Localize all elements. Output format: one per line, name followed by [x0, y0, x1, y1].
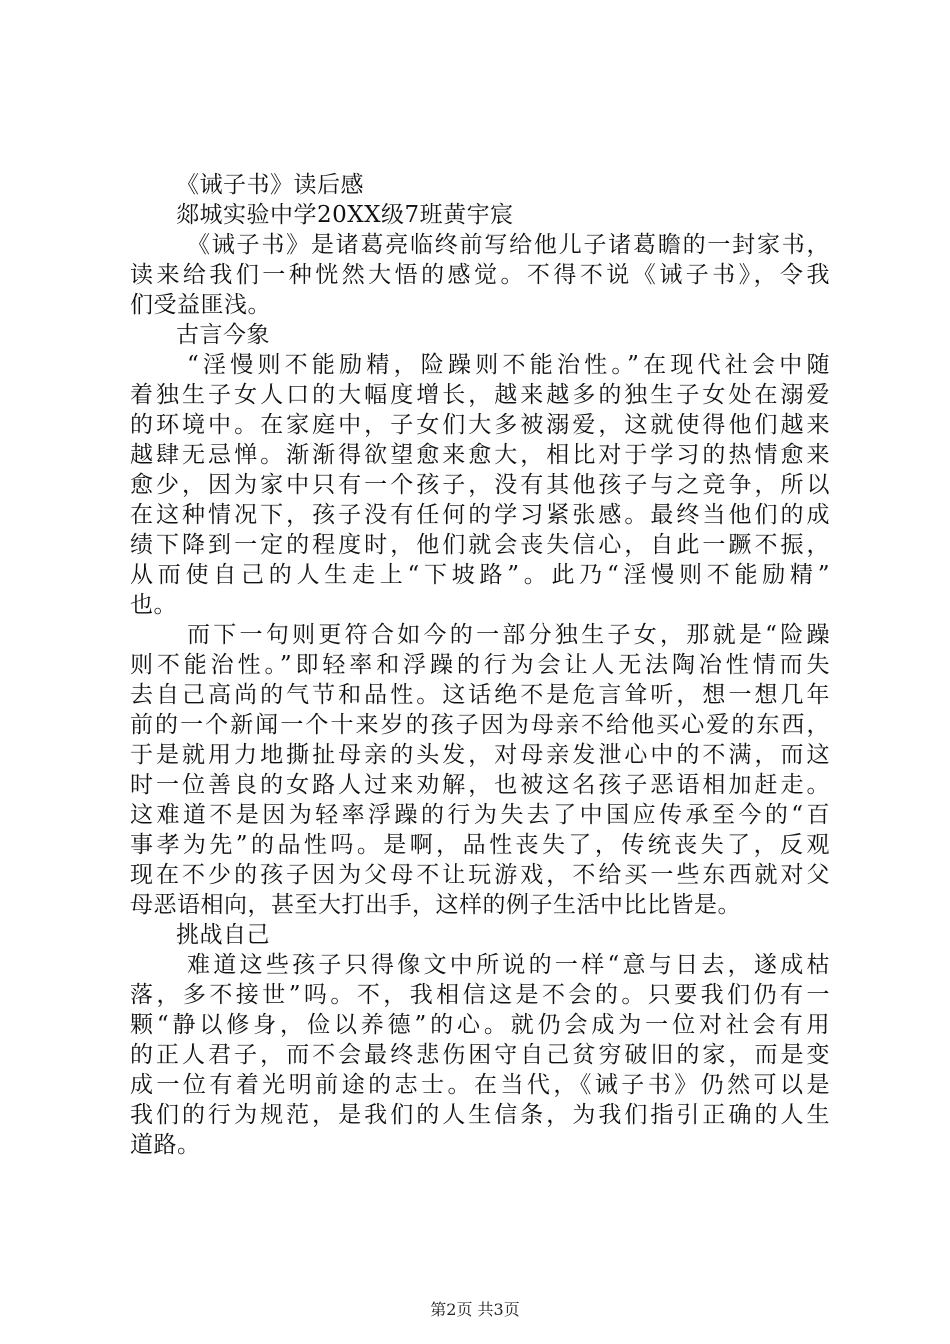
paragraph-section1-a [130, 350, 830, 620]
paragraph-line: 现在不少的孩子因为父母不让玩游戏，不给买一些东西就对父 [130, 862, 830, 888]
paragraph-line: 时一位善良的女路人过来劝解，也被这名孩子恶语相加赶走。 [130, 772, 830, 798]
paragraph-line: 去自己高尚的气节和品性。这话绝不是危言耸听，想一想几年 [130, 682, 830, 708]
page-number-footer: 第2页 共3页 [430, 1300, 520, 1319]
paragraph-line: 的环境中。在家庭中，子女们大多被溺爱，这就使得他们越来 [130, 412, 830, 438]
paragraph-section1-b [130, 620, 830, 920]
paragraph-intro [130, 230, 830, 320]
document-body [130, 170, 830, 1160]
paragraph-line: 我们的行为规范，是我们的人生信条，为我们指引正确的人生 [130, 1102, 830, 1128]
paragraph-line: 前的一个新闻一个十来岁的孩子因为母亲不给他买心爱的东西， [130, 712, 830, 738]
paragraph-line: 愈少，因为家中只有一个孩子，没有其他孩子与之竞争，所以 [130, 472, 830, 498]
paragraph-line: 越肆无忌惮。渐渐得欲望愈来愈大，相比对于学习的热情愈来 [130, 442, 830, 468]
paragraph-line: 们受益匪浅。 [130, 292, 271, 318]
paragraph-line: 道路。 [130, 1132, 201, 1158]
paragraph-line: 的正人君子，而不会最终悲伤困守自己贫穷破旧的家，而是变 [130, 1042, 830, 1068]
document-title: 《诫子书》读后感 [176, 172, 364, 198]
paragraph-line: 母恶语相向，甚至大打出手，这样的例子生活中比比皆是。 [130, 892, 741, 918]
paragraph-section2 [130, 950, 830, 1160]
section-heading: 古言今象 [176, 322, 270, 348]
author-line: 郯城实验中学20XX级7班黄宇宸 [176, 202, 514, 228]
paragraph-line: 于是就用力地撕扯母亲的头发，对母亲发泄心中的不满，而这 [130, 742, 830, 768]
paragraph-line: 难道这些孩子只得像文中所说的一样“意与日去，遂成枯 [187, 952, 830, 978]
paragraph-line: 着独生子女人口的大幅度增长，越来越多的独生子女处在溺爱 [130, 382, 830, 408]
paragraph-line: 读来给我们一种恍然大悟的感觉。不得不说《诫子书》，令我 [130, 262, 830, 288]
paragraph-line: 则不能治性。”即轻率和浮躁的行为会让人无法陶冶性情而失 [130, 652, 830, 678]
paragraph-line: 成一位有着光明前途的志士。在当代，《诫子书》仍然可以是 [130, 1072, 830, 1098]
paragraph-line: 《诫子书》是诸葛亮临终前写给他儿子诸葛瞻的一封家书， [187, 232, 830, 258]
paragraph-line: 这难道不是因为轻率浮躁的行为失去了中国应传承至今的“百 [130, 802, 830, 828]
paragraph-line: 在这种情况下，孩子没有任何的学习紧张感。最终当他们的成 [130, 502, 830, 528]
paragraph-line: 绩下降到一定的程度时，他们就会丧失信心，自此一蹶不振， [130, 532, 830, 558]
paragraph-line: 颗“静以修身，俭以养德”的心。就仍会成为一位对社会有用 [130, 1012, 830, 1038]
paragraph-line: 也。 [130, 592, 177, 618]
paragraph-line: 落，多不接世”吗。不，我相信这是不会的。只要我们仍有一 [130, 982, 830, 1008]
paragraph-line: 从而使自己的人生走上“下坡路”。此乃“淫慢则不能励精” [130, 562, 830, 588]
paragraph-line: 事孝为先”的品性吗。是啊，品性丧失了，传统丧失了，反观 [130, 832, 830, 858]
paragraph-line: 而下一句则更符合如今的一部分独生子女，那就是“险躁 [187, 622, 830, 648]
section-heading: 挑战自己 [176, 922, 270, 948]
paragraph-line: “淫慢则不能励精，险躁则不能治性。”在现代社会中随 [187, 352, 830, 378]
